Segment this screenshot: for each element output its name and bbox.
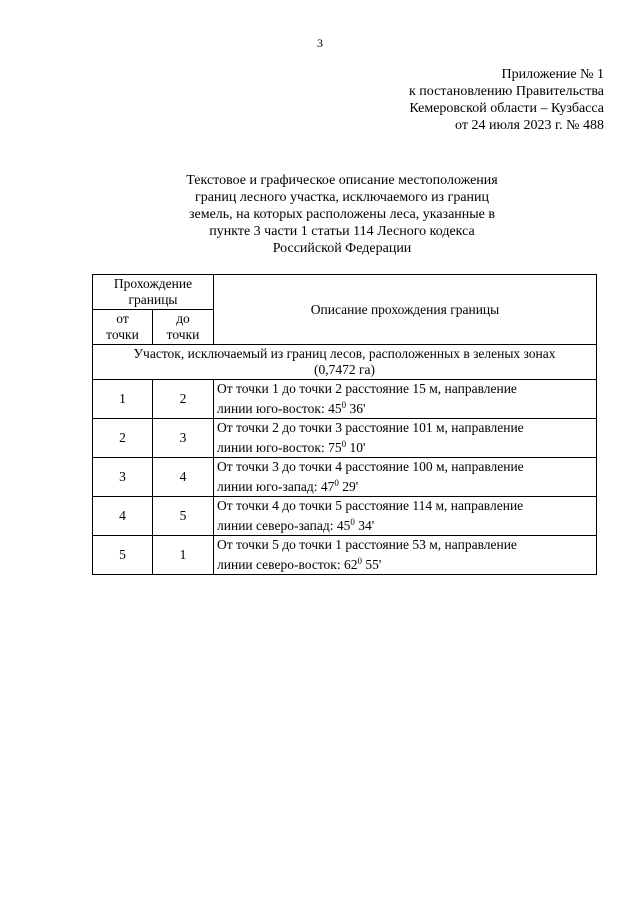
- header-from-line-2: точки: [106, 327, 139, 342]
- section-row: [93, 345, 597, 380]
- description-cell: [214, 497, 597, 536]
- header-passage-line-1: Прохождение: [113, 276, 193, 291]
- boundary-table: [92, 274, 597, 575]
- header-to-line-2: точки: [166, 327, 200, 342]
- degree-mark: 0: [357, 556, 362, 566]
- table-row: [93, 380, 597, 419]
- minutes-text: 55': [361, 557, 382, 572]
- to-point-cell: 4: [153, 458, 214, 497]
- to-point-cell: 5: [153, 497, 214, 536]
- from-point-cell: 1: [93, 380, 153, 419]
- description-cell: [214, 419, 597, 458]
- title-line-2: границ лесного участка, исключаемого из границ: [194, 190, 490, 205]
- degree-mark: 0: [350, 517, 355, 527]
- bearing-text: линии юго-восток: 45: [217, 401, 342, 416]
- table-row: [93, 497, 597, 536]
- description-line-2: [217, 553, 593, 573]
- description-line-2: [217, 397, 593, 417]
- table-header-row: [93, 275, 597, 310]
- to-point-cell: 1: [153, 536, 214, 575]
- bearing-text: линии юго-запад: 47: [217, 479, 335, 494]
- appendix-line-3: Кемеровской области – Кузбасса: [409, 101, 604, 116]
- description-line-2: [217, 436, 593, 456]
- minutes-text: 29': [338, 479, 359, 494]
- title-line-5: Российской Федерации: [272, 241, 412, 256]
- bearing-text: линии юго-восток: 75: [217, 440, 342, 455]
- section-line-2: (0,7472 га): [313, 362, 376, 377]
- section-heading: [93, 345, 597, 380]
- from-point-cell: 4: [93, 497, 153, 536]
- description-line-1: От точки 4 до точки 5 расстояние 114 м, направление: [217, 498, 524, 513]
- from-point-cell: 5: [93, 536, 153, 575]
- title-line-4: пункте 3 части 1 статьи 114 Лесного кодекса: [209, 224, 475, 239]
- to-point-cell: 3: [153, 419, 214, 458]
- appendix-line-4: от 24 июля 2023 г. № 488: [455, 118, 604, 133]
- table-row: [93, 419, 597, 458]
- minutes-text: 10': [346, 440, 366, 455]
- description-line-1: От точки 3 до точки 4 расстояние 100 м, направление: [217, 459, 524, 474]
- header-to-line-1: до: [176, 311, 190, 326]
- description-cell: [214, 536, 597, 575]
- minutes-text: 36': [346, 401, 366, 416]
- header-from-line-1: от: [116, 311, 129, 326]
- appendix-line-1: Приложение № 1: [501, 67, 604, 82]
- appendix-block: [372, 66, 604, 134]
- table-row: [93, 536, 597, 575]
- from-point-cell: 3: [93, 458, 153, 497]
- description-cell: [214, 458, 597, 497]
- table-row: [93, 458, 597, 497]
- degree-mark: 0: [341, 439, 347, 449]
- degree-mark: 0: [341, 400, 347, 410]
- title-line-3: земель, на которых расположены леса, указанные в: [188, 207, 496, 222]
- description-line-1: От точки 5 до точки 1 расстояние 53 м, направление: [217, 537, 517, 552]
- title-line-1: Текстовое и графическое описание местоположения: [186, 173, 498, 188]
- description-cell: [214, 380, 597, 419]
- section-line-1: Участок, исключаемый из границ лесов, расположенных в зеленых зонах: [133, 346, 556, 361]
- header-from-point: [93, 310, 153, 345]
- header-passage: [93, 275, 214, 310]
- bearing-text: линии северо-восток: 62: [217, 557, 358, 572]
- page-number: 3: [317, 36, 323, 50]
- description-line-1: От точки 1 до точки 2 расстояние 15 м, направление: [217, 381, 517, 396]
- description-line-2: [217, 514, 593, 534]
- appendix-line-2: к постановлению Правительства: [408, 84, 604, 99]
- document-title: [130, 172, 554, 257]
- header-to-point: [153, 310, 214, 345]
- header-passage-line-2: границы: [128, 292, 178, 307]
- degree-mark: 0: [334, 478, 339, 488]
- from-point-cell: 2: [93, 419, 153, 458]
- header-description: Описание прохождения границы: [214, 275, 597, 345]
- description-line-2: [217, 475, 593, 495]
- description-line-1: От точки 2 до точки 3 расстояние 101 м, направление: [217, 420, 524, 435]
- bearing-text: линии северо-запад: 45: [217, 518, 351, 533]
- to-point-cell: 2: [153, 380, 214, 419]
- minutes-text: 34': [354, 518, 375, 533]
